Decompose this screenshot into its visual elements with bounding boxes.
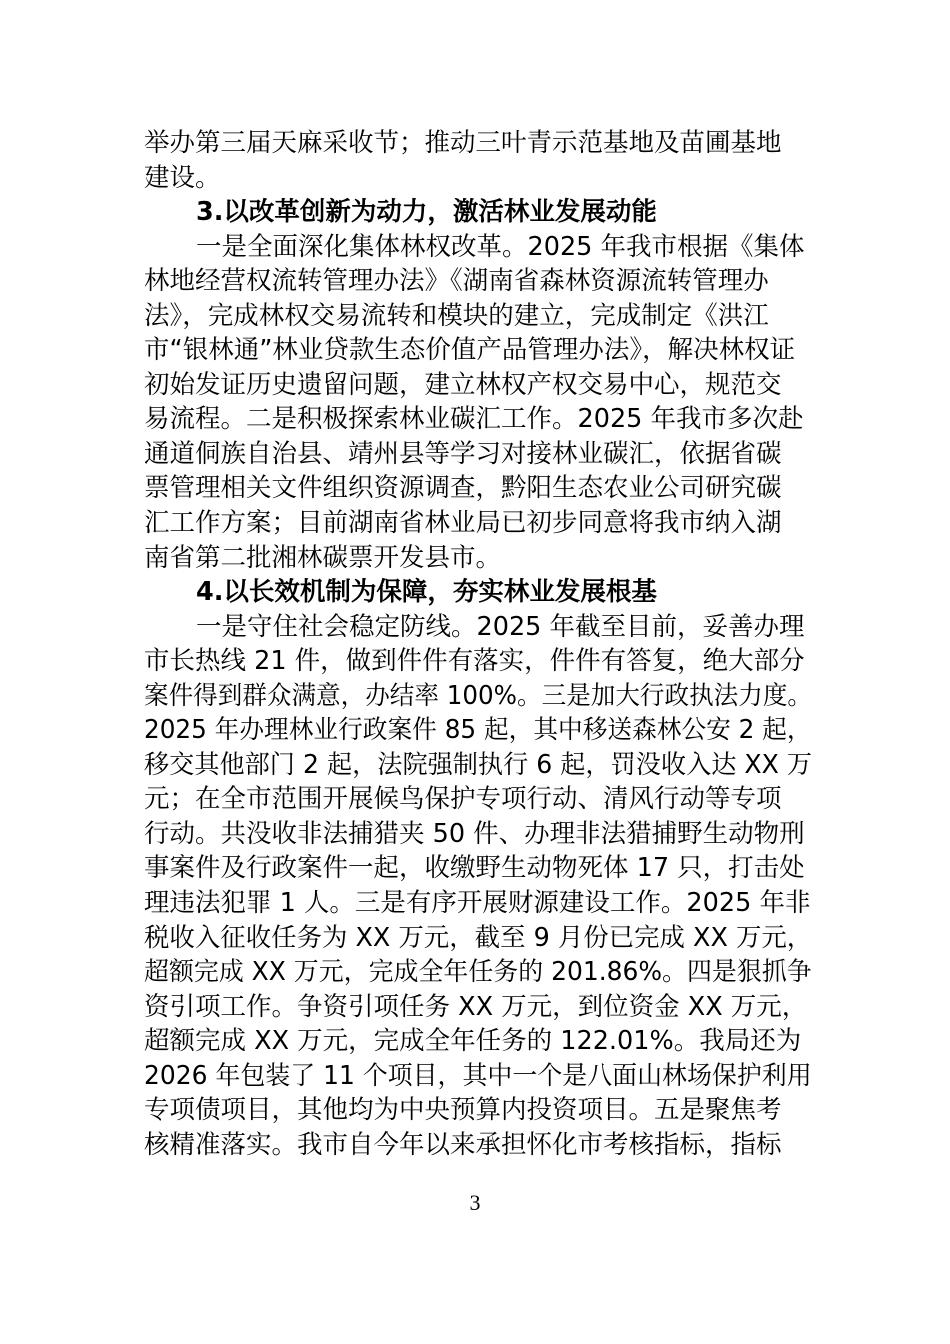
paragraph-line: 2026 年包装了 11 个项目，其中一个是八面山林场保护利用 <box>144 1061 812 1091</box>
paragraph-line: 南省第二批湘林碳票开发县市。 <box>144 543 502 573</box>
paragraph-line: 2025 年办理林业行政案件 85 起，其中移送森林公安 2 起， <box>144 715 812 745</box>
paragraph-line: 法》，完成林权交易流转和模块的建立，完成制定《洪江 <box>144 301 769 331</box>
paragraph-line: 通道侗族自治县、靖州县等学习对接林业碳汇，依据省碳 <box>144 439 782 469</box>
section-heading-4: 4.以长效机制为保障，夯实林业发展根基 <box>196 577 657 607</box>
paragraph-line: 行动。共没收非法捕猎夹 50 件、办理非法猎捕野生动物刑 <box>144 819 805 849</box>
paragraph-line: 核精准落实。我市自今年以来承担怀化市考核指标，指标 <box>144 1130 782 1160</box>
paragraph-line: 事案件及行政案件一起，收缴野生动物死体 17 只，打击处 <box>144 853 805 883</box>
paragraph-line: 专项债项目，其他均为中央预算内投资项目。五是聚焦考 <box>144 1095 782 1125</box>
paragraph-line: 市长热线 21 件，做到件件有落实，件件有答复，绝大部分 <box>144 646 805 676</box>
paragraph-line: 票管理相关文件组织资源调查，黔阳生态农业公司研究碳 <box>144 473 782 503</box>
paragraph-line: 案件得到群众满意，办结率 100%。三是加大行政执法力度。 <box>144 681 812 711</box>
paragraph-line: 举办第三届天麻采收节；推动三叶青示范基地及苗圃基地 <box>144 128 782 158</box>
paragraph-line: 林地经营权流转管理办法》《湖南省森林资源流转管理办 <box>144 266 769 296</box>
page-number: 3 <box>469 1190 481 1215</box>
paragraph-line: 汇工作方案；目前湖南省林业局已初步同意将我市纳入湖 <box>144 508 782 538</box>
paragraph-line: 建设。 <box>144 163 221 193</box>
paragraph-line: 初始发证历史遗留问题，建立林权产权交易中心，规范交 <box>144 370 782 400</box>
paragraph-line: 市“银林通”林业贷款生态价值产品管理办法》，解决林权证 <box>144 335 796 365</box>
paragraph-line: 理违法犯罪 1 人。三是有序开展财源建设工作。2025 年非 <box>144 888 811 918</box>
paragraph-line: 资引项工作。争资引项任务 XX 万元，到位资金 XX 万元， <box>144 992 808 1022</box>
paragraph-line: 移交其他部门 2 起，法院强制执行 6 起，罚没收入达 XX 万 <box>144 750 813 780</box>
paragraph-line: 超额完成 XX 万元，完成全年任务的 201.86%。四是狠抓争 <box>144 957 812 987</box>
paragraph-line: 一是守住社会稳定防线。2025 年截至目前，妥善办理 <box>196 612 805 642</box>
paragraph-line: 税收入征收任务为 XX 万元，截至 9 月份已完成 XX 万元， <box>144 923 813 953</box>
section-heading-3: 3.以改革创新为动力，激活林业发展动能 <box>196 197 657 227</box>
paragraph-line: 易流程。二是积极探索林业碳汇工作。2025 年我市多次赴 <box>144 404 804 434</box>
paragraph-line: 超额完成 XX 万元，完成全年任务的 122.01%。我局还为 <box>144 1026 802 1056</box>
paragraph-line: 一是全面深化集体林权改革。2025 年我市根据《集体 <box>196 232 805 262</box>
paragraph-line: 元；在全市范围开展候鸟保护专项行动、清风行动等专项 <box>144 784 782 814</box>
